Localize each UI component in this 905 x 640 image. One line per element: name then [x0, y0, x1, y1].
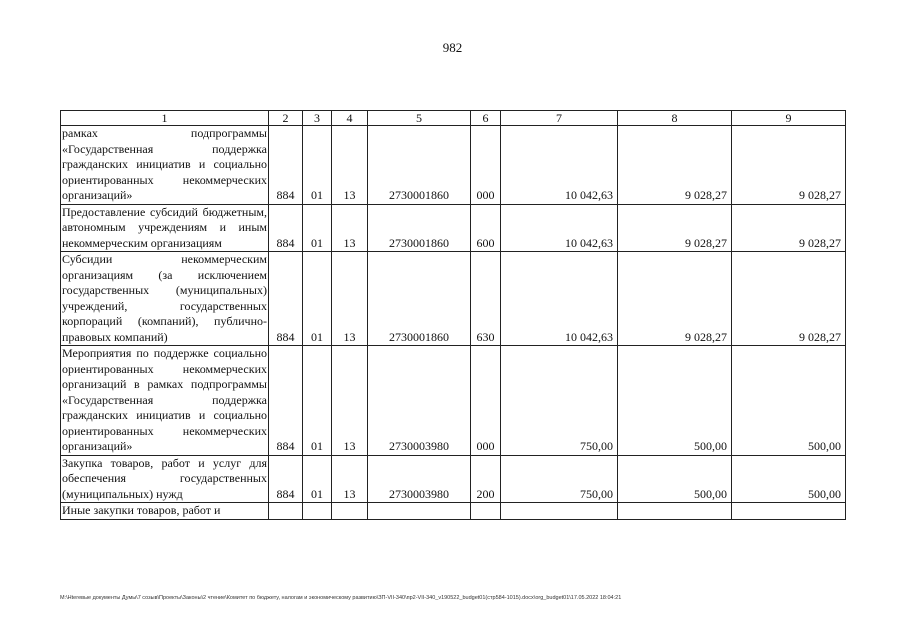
table-row [61, 252, 846, 346]
cell-amount-col8: 500,00 [618, 455, 732, 503]
column-header: 2 [269, 111, 303, 126]
cell-amount-col9: 500,00 [732, 346, 846, 456]
table-row-partial [61, 503, 846, 520]
cell-amount-col7: 10 042,63 [501, 252, 618, 346]
cell-expense-type: 630 [471, 252, 501, 346]
cell-section: 01 [303, 252, 332, 346]
cell-target-article: 2730001860 [368, 252, 471, 346]
cell-amount-col8: 9 028,27 [618, 204, 732, 252]
empty-cell [303, 503, 332, 520]
cell-amount-col7: 750,00 [501, 346, 618, 456]
row-description: Иные закупки товаров, работ и [61, 503, 269, 520]
cell-amount-col8: 500,00 [618, 346, 732, 456]
empty-cell [618, 503, 732, 520]
cell-section: 01 [303, 346, 332, 456]
cell-ministry-code: 884 [269, 455, 303, 503]
cell-amount-col7: 750,00 [501, 455, 618, 503]
table-row [61, 346, 846, 456]
cell-expense-type: 000 [471, 126, 501, 205]
cell-section: 01 [303, 126, 332, 205]
table-row [61, 204, 846, 252]
empty-cell [471, 503, 501, 520]
empty-cell [368, 503, 471, 520]
cell-amount-col7: 10 042,63 [501, 126, 618, 205]
cell-expense-type: 000 [471, 346, 501, 456]
cell-amount-col8: 9 028,27 [618, 126, 732, 205]
cell-target-article: 2730003980 [368, 346, 471, 456]
cell-amount-col8: 9 028,27 [618, 252, 732, 346]
cell-subsection: 13 [332, 204, 368, 252]
cell-ministry-code: 884 [269, 126, 303, 205]
row-description: рамках подпрограммы «Государственная поддержка гражданских инициатив и социально ориентированных некоммерческих организаций» [62, 126, 267, 202]
column-header: 3 [303, 111, 332, 126]
row-description: Предоставление субсидий бюджетным, автономным учреждениям и иным некоммерческим организациям [62, 204, 267, 250]
cell-ministry-code: 884 [269, 204, 303, 252]
cell-subsection: 13 [332, 346, 368, 456]
column-header: 6 [471, 111, 501, 126]
cell-ministry-code: 884 [269, 252, 303, 346]
empty-cell [732, 503, 846, 520]
column-header: 4 [332, 111, 368, 126]
column-header: 5 [368, 111, 471, 126]
column-header: 1 [61, 111, 269, 126]
cell-target-article: 2730003980 [368, 455, 471, 503]
cell-expense-type: 600 [471, 204, 501, 252]
cell-target-article: 2730001860 [368, 204, 471, 252]
footer-file-path: M:\Нtегевые документы Думы\7 созыв\Проекты\Законы\2 чтение\Комитет по бюджету, налогам и экономическому развитию\ЗП-VII-340\пр2-VII-340_v190522_budget01(стр584-1015).docx\org_budget01\17.05.2022 18:04:21 [60, 595, 622, 601]
cell-section: 01 [303, 455, 332, 503]
budget-table [60, 110, 846, 520]
row-description: Субсидии некоммерческим организациям (за исключением государственных (муниципальных) учреждений, государственных корпораций (компаний), публично-правовых компаний) [62, 252, 267, 344]
column-header: 8 [618, 111, 732, 126]
column-header: 9 [732, 111, 846, 126]
table-header-row [61, 111, 846, 126]
cell-subsection: 13 [332, 252, 368, 346]
row-description: Закупка товаров, работ и услуг для обеспечения государственных (муниципальных) нужд [62, 455, 267, 501]
cell-section: 01 [303, 204, 332, 252]
cell-expense-type: 200 [471, 455, 501, 503]
cell-subsection: 13 [332, 455, 368, 503]
table-row [61, 126, 846, 205]
cell-amount-col9: 9 028,27 [732, 252, 846, 346]
cell-target-article: 2730001860 [368, 126, 471, 205]
cell-amount-col9: 9 028,27 [732, 204, 846, 252]
empty-cell [501, 503, 618, 520]
empty-cell [332, 503, 368, 520]
row-description: Мероприятия по поддержке социально ориентированных некоммерческих организаций в рамках подпрограммы «Государственная поддержка гражданских инициатив и социально ориентированных некоммерческих организаций» [62, 346, 267, 453]
cell-amount-col7: 10 042,63 [501, 204, 618, 252]
empty-cell [269, 503, 303, 520]
page-number: 982 [442, 40, 463, 55]
table-row [61, 455, 846, 503]
cell-ministry-code: 884 [269, 346, 303, 456]
column-header: 7 [501, 111, 618, 126]
cell-amount-col9: 9 028,27 [732, 126, 846, 205]
cell-subsection: 13 [332, 126, 368, 205]
cell-amount-col9: 500,00 [732, 455, 846, 503]
